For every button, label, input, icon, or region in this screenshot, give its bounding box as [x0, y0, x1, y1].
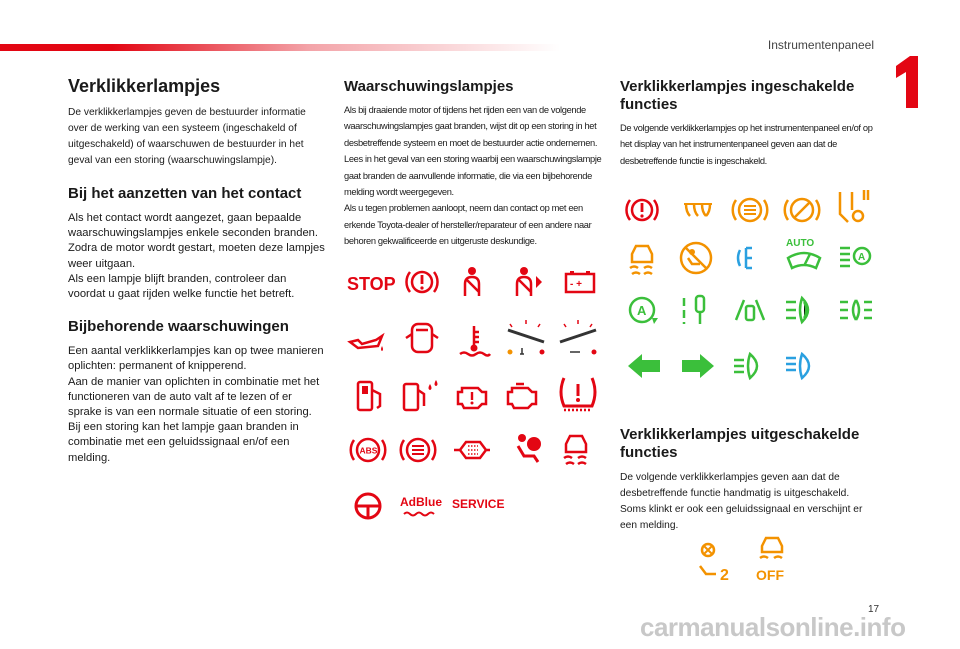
tyre-pressure-icon — [556, 372, 600, 416]
svg-text:- +: - + — [570, 279, 582, 290]
park-brake-icon — [782, 190, 822, 230]
attention-icon — [622, 190, 662, 230]
stop-icon — [346, 262, 396, 302]
header-accent-bar — [0, 44, 560, 51]
off-functions-heading: Verklikkerlampjes uitgeschakelde functies — [620, 426, 860, 461]
engine-fault-icon — [502, 376, 542, 416]
foglamp-rear-icon — [836, 290, 876, 330]
seatbelt-driver-icon — [452, 262, 492, 302]
airbag-off-2-icon — [692, 540, 736, 584]
associated-heading: Bijbehorende waarschuwingen — [68, 318, 289, 336]
associated-text: Een aantal verklikkerlampjes kan op twee manieren oplichten: permanent of knipperend. Aan de manier van oplichten in combinatie met het functioneren van de auto valt af te lezen of er sprake is van een normale situatie of een storing. Bij een storing kan het lampje gaan branden in combinatie met een geluidssignaal en/of een melding. — [68, 345, 324, 464]
seat-belts-icon — [832, 186, 874, 230]
svg-text:STOP: STOP — [347, 274, 396, 294]
abs-icon — [348, 430, 388, 470]
speedometer-icon — [504, 318, 548, 362]
adblue-icon — [398, 488, 442, 528]
off-functions-text: De volgende verklikkerlampjes geven aan dat de desbetreffende functie handmatig is uitgeschakeld. Soms klinkt er ook een geluidssignaal en verschijnt er een melding. — [620, 472, 863, 531]
warning-heading: Waarschuwingslampjes — [344, 78, 514, 95]
tachometer-icon — [556, 318, 600, 362]
brake-icon — [398, 430, 438, 470]
oil-pressure-icon — [346, 322, 386, 362]
steering-icon — [348, 486, 388, 526]
svg-text:A: A — [637, 303, 647, 318]
water-in-fuel-icon — [400, 376, 440, 416]
coolant-temperature-icon — [454, 322, 494, 362]
section-header: Instrumentenpaneel — [767, 38, 874, 52]
open-door-icon — [402, 318, 442, 358]
page-number: 17 — [868, 604, 880, 615]
skid-control-off-icon — [750, 532, 794, 584]
attention-icon — [402, 262, 442, 302]
svg-text:AUTO: AUTO — [786, 238, 815, 249]
particle-filter-icon — [452, 430, 492, 470]
lane-icon — [730, 290, 770, 330]
on-functions-heading: Verklikkerlampjes ingeschakelde functies — [620, 78, 855, 113]
left-indicator-icon — [624, 346, 664, 386]
preheating-icon — [678, 190, 718, 230]
svg-text:SERVICE: SERVICE — [452, 497, 505, 511]
page-title: Verklikkerlampjes — [68, 76, 221, 96]
ignition-heading: Bij het aanzetten van het contact — [68, 185, 302, 202]
svg-text:A: A — [858, 252, 866, 263]
skid-control-icon — [556, 428, 596, 468]
auto-headlamp-icon — [836, 238, 876, 278]
ignition-text: Als het contact wordt aangezet, gaan bepaalde waarschuwingslampjes enkele seconden branden. Zodra de motor wordt gestart, moeten deze lampjes weer uitgaan. Als een lampje blijft branden, controleer dan voordat u gaat rijden welke functie het betreft. — [68, 212, 325, 301]
middle-column — [344, 78, 602, 250]
service-icon — [452, 490, 505, 530]
right-indicator-icon — [678, 346, 718, 386]
on-functions-text: De volgende verklikkerlampjes op het instrumentenpaneel en/of op het display van het instrumentenpaneel geven aan dat de desbetreffende functie is ingeschakeld. — [620, 123, 873, 166]
left-column — [68, 76, 326, 466]
chapter-number — [896, 56, 918, 108]
airbag-icon — [508, 428, 548, 468]
off-functions-block — [620, 426, 878, 534]
intro-text: De verklikkerlampjes geven de bestuurder informatie over de werking van een systeem (ingeschakeld of uitgeschakeld) of waarschuwen de bestuurder in het geval van een storing (waarschuwingslampje). — [68, 107, 306, 166]
seatbelt-passenger-icon — [506, 262, 546, 302]
diesel-icon — [730, 238, 770, 278]
svg-text:ABS: ABS — [359, 445, 378, 456]
auto-wiper-icon — [782, 234, 826, 278]
svg-text:OFF: OFF — [756, 567, 784, 583]
stop-start-icon — [622, 290, 662, 330]
svg-text:AdBlue: AdBlue — [400, 495, 442, 509]
foglamp-front-icon — [782, 290, 822, 330]
key-icon — [676, 290, 716, 330]
brake-icon — [730, 190, 770, 230]
main-beam-icon — [782, 346, 822, 386]
skid-control-icon — [622, 238, 662, 278]
watermark: carmanualsonline.info — [640, 612, 906, 642]
engine-check-icon — [452, 376, 492, 416]
airbag-off-icon — [676, 238, 716, 278]
warning-text: Als bij draaiende motor of tijdens het rijden een van de volgende waarschuwingslampjes gaat branden, wijst dit op een storing in het desbetreffende systeem en moet de bestuurder actie ondernemen. Lees in het geval van een storing waarbij een waarschuwingslampje gaat branden de aanvullende informatie, die via een bijbehorende melding wordt weergegeven. Als u tegen problemen aanloopt, neem dan contact op met een erkende Toyota-dealer of hersteller/reparateur of een andere naar behoren gekwalificeerde en uitgeruste deskundige. — [344, 105, 602, 247]
battery-icon — [560, 262, 600, 302]
right-column — [620, 78, 878, 169]
fuel-low-icon — [350, 376, 390, 416]
dipped-beam-icon — [730, 346, 770, 386]
svg-text:2: 2 — [720, 567, 729, 584]
